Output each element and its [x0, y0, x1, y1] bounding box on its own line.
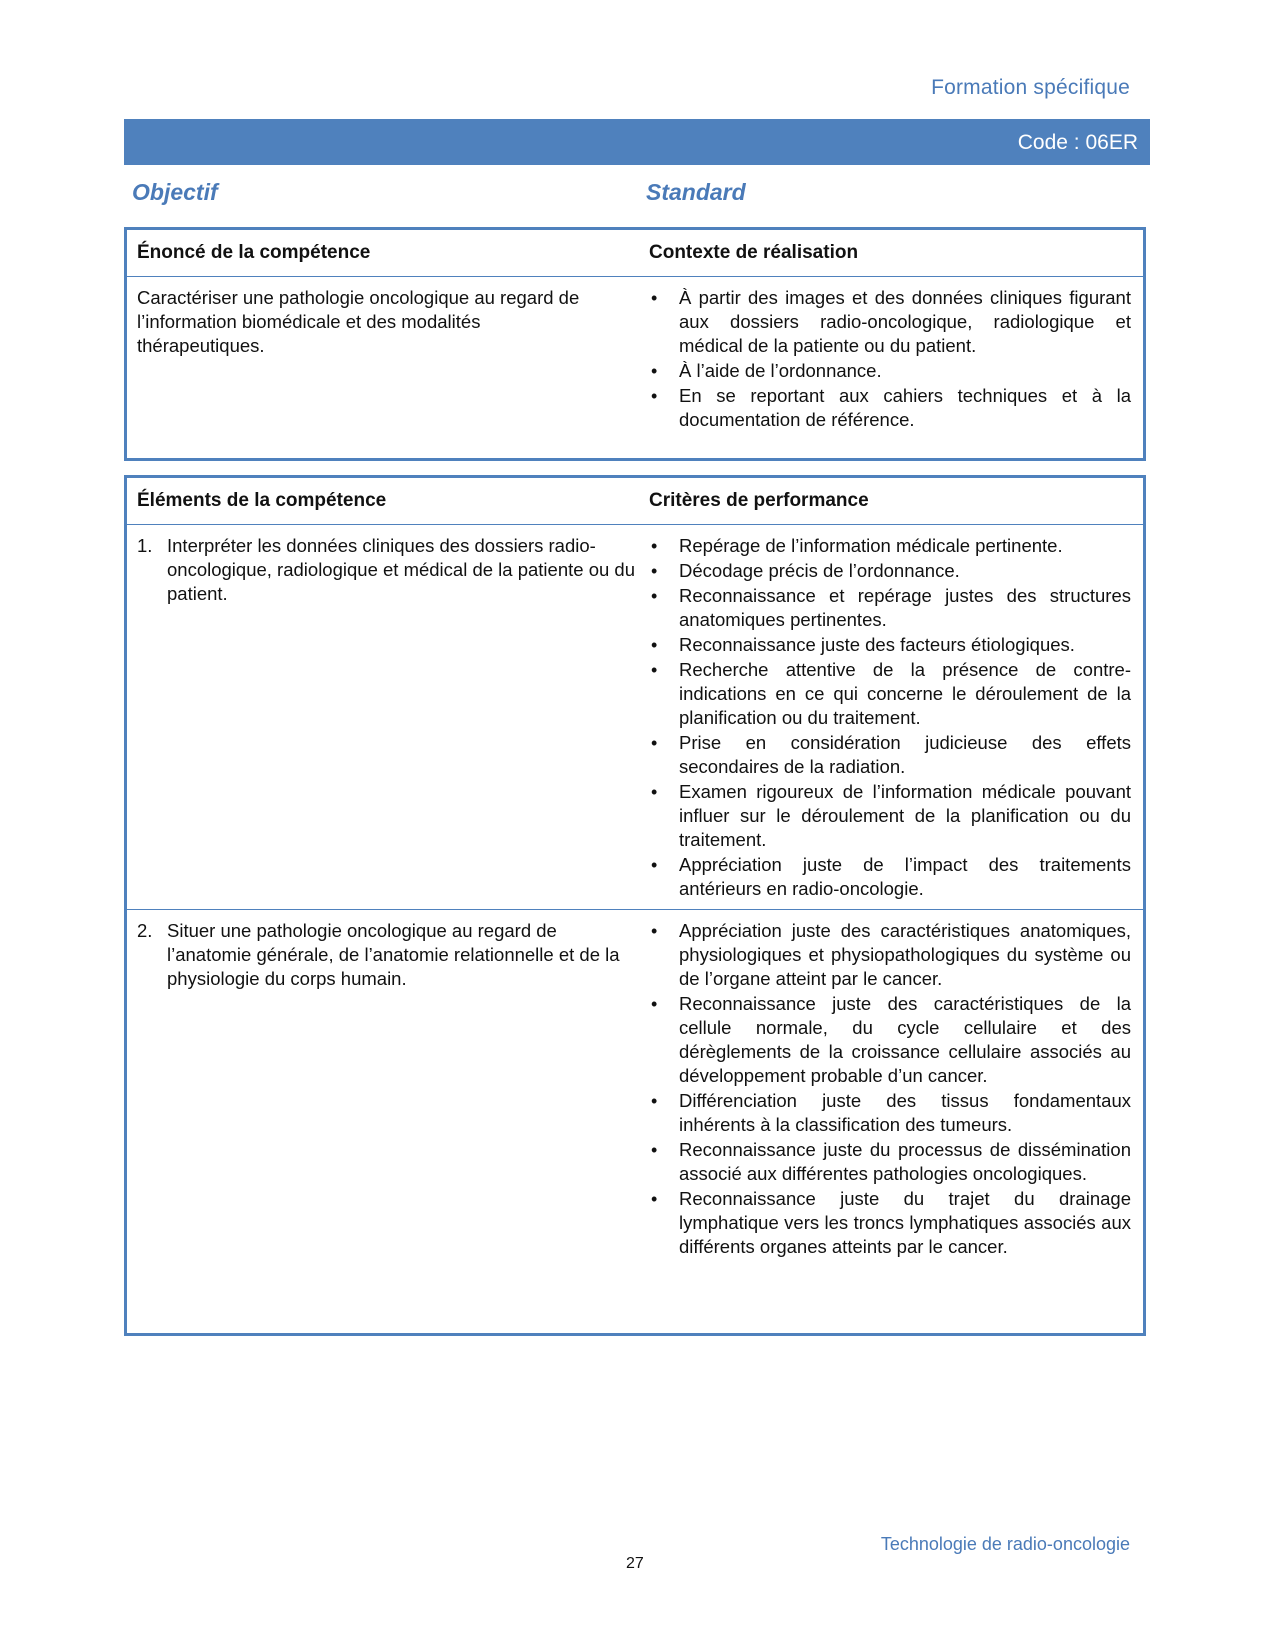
bullet-icon: •: [651, 1189, 658, 1209]
bullet-icon: •: [651, 660, 658, 680]
competence-statement: Caractériser une pathologie oncologique au regard de l’information biomédicale et des modalités thérapeutiques.: [137, 287, 580, 356]
section-headings: [124, 179, 1150, 209]
list-item: • En se reportant aux cahiers techniques et à la documentation de référence.: [651, 385, 1131, 430]
list-item: • Différenciation juste des tissus fondamentaux inhérents à la classification des tumeurs.: [651, 1090, 1131, 1135]
elements-box-header: [127, 478, 1143, 525]
list-item: • Recherche attentive de la présence de contre-indications en ce qui concerne le déroulement de la planification ou du traitement.: [651, 659, 1131, 728]
bullet-icon: •: [651, 288, 658, 308]
code-bar: [124, 119, 1150, 165]
bullet-icon: •: [651, 994, 658, 1014]
list-item: • Reconnaissance juste du processus de dissémination associé aux différentes pathologies oncologiques.: [651, 1139, 1131, 1184]
page-number: 27: [626, 1555, 644, 1572]
list-item: • Prise en considération judicieuse des effets secondaires de la radiation.: [651, 732, 1131, 777]
elements-header: Éléments de la compétence: [137, 490, 387, 511]
element-row-2: [127, 909, 1143, 1334]
list-item: • Appréciation juste de l’impact des traitements antérieurs en radio-oncologie.: [651, 854, 1131, 899]
competence-box: [124, 227, 1146, 461]
list-item: • À partir des images et des données cliniques figurant aux dossiers radio-oncologique, radiologique et médical de la patiente ou du patient.: [651, 287, 1131, 356]
list-item: • Décodage précis de l’ordonnance.: [651, 560, 960, 581]
bullet-icon: •: [651, 635, 658, 655]
bullet-icon: •: [651, 386, 658, 406]
bullet-icon: •: [651, 855, 658, 875]
bullet-icon: •: [651, 536, 658, 556]
element-row-1: [127, 525, 1143, 909]
objectif-heading: Objectif: [132, 179, 218, 205]
list-item: • Reconnaissance juste des facteurs étiologiques.: [651, 634, 1075, 655]
bullet-icon: •: [651, 733, 658, 753]
standard-heading: Standard: [646, 179, 746, 205]
criteria-list-2: [649, 919, 1131, 1260]
competence-code: Code : 06ER: [1017, 131, 1138, 154]
bullet-icon: •: [651, 361, 658, 381]
bullet-icon: •: [651, 1091, 658, 1111]
header-label: Formation spécifique: [931, 76, 1130, 99]
context-list: [649, 286, 1131, 433]
criteria-header: Critères de performance: [649, 490, 869, 511]
bullet-icon: •: [651, 1140, 658, 1160]
list-item: • À l’aide de l’ordonnance.: [651, 360, 882, 381]
element-1-text: 1. Interpréter les données cliniques des dossiers radio-oncologique, radiologique et médical de la patiente ou du patient.: [137, 535, 635, 604]
statement-header: Énoncé de la compétence: [137, 242, 371, 263]
elements-box: [124, 475, 1146, 1336]
competence-box-header: [127, 230, 1143, 277]
bullet-icon: •: [651, 586, 658, 606]
list-item: • Reconnaissance et repérage justes des structures anatomiques pertinentes.: [651, 585, 1131, 630]
competence-row: [127, 277, 1143, 457]
bullet-icon: •: [651, 921, 658, 941]
criteria-list-1: [649, 534, 1131, 902]
bullet-icon: •: [651, 782, 658, 802]
list-item: • Repérage de l’information médicale pertinente.: [651, 535, 1063, 556]
list-item: • Appréciation juste des caractéristiques anatomiques, physiologiques et physiopathologiques du système ou de l’organe atteint par le cancer.: [651, 920, 1131, 989]
list-item: • Examen rigoureux de l’information médicale pouvant influer sur le déroulement de la planification ou du traitement.: [651, 781, 1131, 850]
context-header: Contexte de réalisation: [649, 242, 859, 263]
element-2-text: 2. Situer une pathologie oncologique au regard de l’anatomie générale, de l’anatomie relationnelle et de la physiologie du corps humain.: [137, 920, 620, 989]
footer-program: Technologie de radio-oncologie: [880, 1534, 1130, 1554]
list-item: • Reconnaissance juste du trajet du drainage lymphatique vers les troncs lymphatiques associés aux différents organes atteints par le cancer.: [651, 1188, 1131, 1257]
bullet-icon: •: [651, 561, 658, 581]
list-item: • Reconnaissance juste des caractéristiques de la cellule normale, du cycle cellulaire et des dérèglements de la croissance cellulaire associés au développement probable d’un cancer.: [651, 993, 1131, 1086]
